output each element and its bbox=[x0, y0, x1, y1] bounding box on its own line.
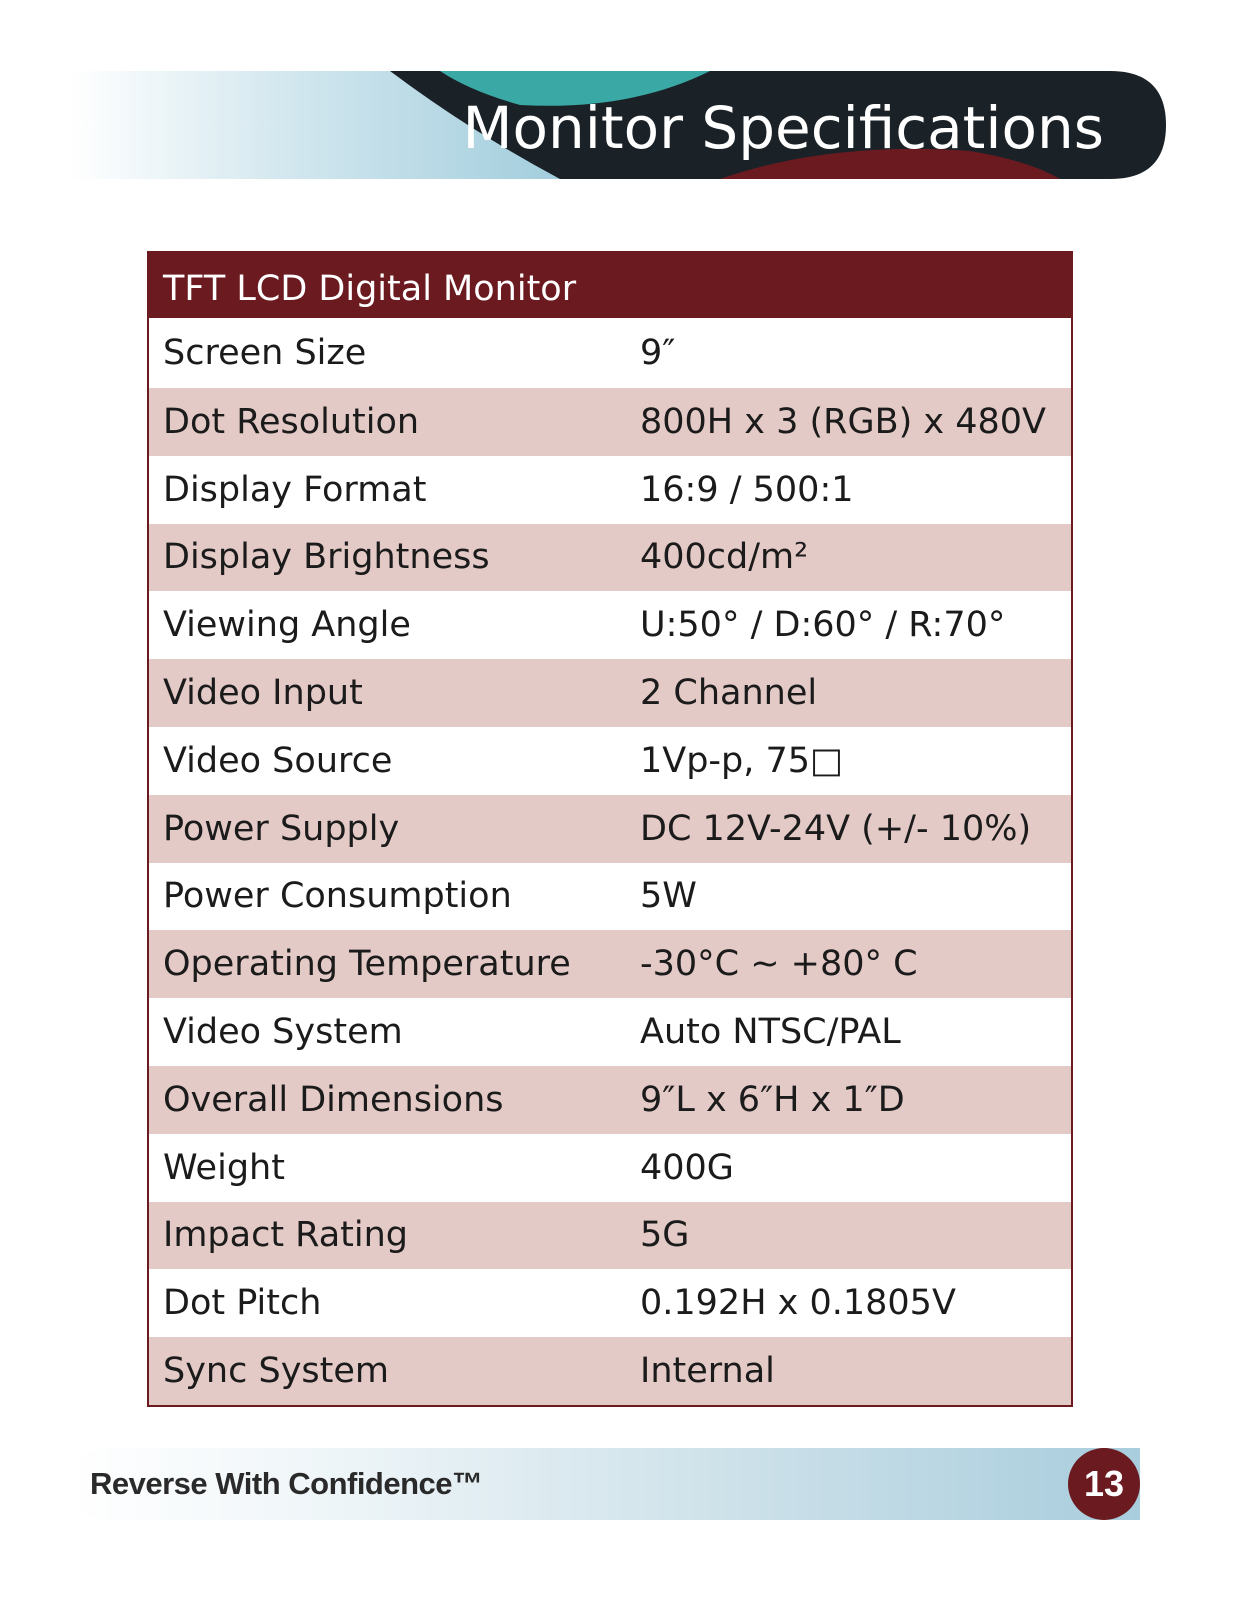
table-heading: TFT LCD Digital Monitor bbox=[149, 253, 1071, 318]
table-row bbox=[149, 1066, 1071, 1134]
table-row bbox=[149, 388, 1071, 456]
table-row bbox=[149, 727, 1071, 795]
page-number: 13 bbox=[1068, 1448, 1140, 1520]
spec-value: 16:9 / 500:1 bbox=[640, 469, 854, 510]
spec-value: 400cd/m² bbox=[640, 537, 809, 578]
spec-value: 1Vp-p, 75□ bbox=[640, 740, 844, 781]
table-row bbox=[149, 1134, 1071, 1202]
table-row bbox=[149, 1337, 1071, 1405]
spec-value: 800H x 3 (RGB) x 480V bbox=[640, 401, 1046, 442]
spec-value: 9″ bbox=[640, 333, 676, 373]
spec-table bbox=[147, 251, 1073, 1407]
spec-value: U:50° / D:60° / R:70° bbox=[640, 605, 1006, 646]
spec-value: 400G bbox=[640, 1147, 734, 1188]
spec-label: Viewing Angle bbox=[163, 605, 411, 646]
table-row bbox=[149, 1202, 1071, 1270]
spec-value: 9″L x 6″H x 1″D bbox=[640, 1079, 905, 1120]
spec-value: 0.192H x 0.1805V bbox=[640, 1283, 956, 1324]
spec-label: Weight bbox=[163, 1147, 285, 1188]
table-row bbox=[149, 1269, 1071, 1337]
spec-label: Video System bbox=[163, 1012, 403, 1053]
page-title: Monitor Specifications bbox=[462, 94, 1104, 162]
spec-label: Dot Resolution bbox=[163, 401, 420, 442]
spec-label: Sync System bbox=[163, 1351, 389, 1392]
spec-label: Dot Pitch bbox=[163, 1283, 322, 1324]
spec-label: Overall Dimensions bbox=[163, 1079, 504, 1120]
spec-label: Operating Temperature bbox=[163, 944, 571, 985]
spec-value: 5W bbox=[640, 876, 697, 917]
spec-value: -30°C ~ +80° C bbox=[640, 944, 918, 985]
spec-label: Power Consumption bbox=[163, 876, 512, 917]
spec-label: Display Format bbox=[163, 469, 427, 510]
spec-label: Impact Rating bbox=[163, 1215, 409, 1256]
table-row bbox=[149, 591, 1071, 659]
spec-value: 5G bbox=[640, 1215, 690, 1256]
spec-value: DC 12V-24V (+/- 10%) bbox=[640, 808, 1032, 849]
table-row bbox=[149, 795, 1071, 863]
table-row bbox=[149, 456, 1071, 524]
spec-label: Screen Size bbox=[163, 333, 367, 373]
spec-label: Video Input bbox=[163, 673, 363, 714]
spec-value: 2 Channel bbox=[640, 673, 818, 714]
table-row bbox=[149, 524, 1071, 592]
spec-label: Display Brightness bbox=[163, 537, 490, 578]
table-row bbox=[149, 659, 1071, 727]
spec-value: Auto NTSC/PAL bbox=[640, 1012, 901, 1053]
table-row bbox=[149, 930, 1071, 998]
footer-tagline: Reverse With Confidence™ bbox=[90, 1466, 483, 1501]
table-row bbox=[149, 863, 1071, 931]
table-row bbox=[149, 318, 1071, 388]
spec-label: Video Source bbox=[163, 740, 393, 781]
table-row bbox=[149, 998, 1071, 1066]
spec-value: Internal bbox=[640, 1351, 775, 1392]
spec-label: Power Supply bbox=[163, 808, 400, 849]
